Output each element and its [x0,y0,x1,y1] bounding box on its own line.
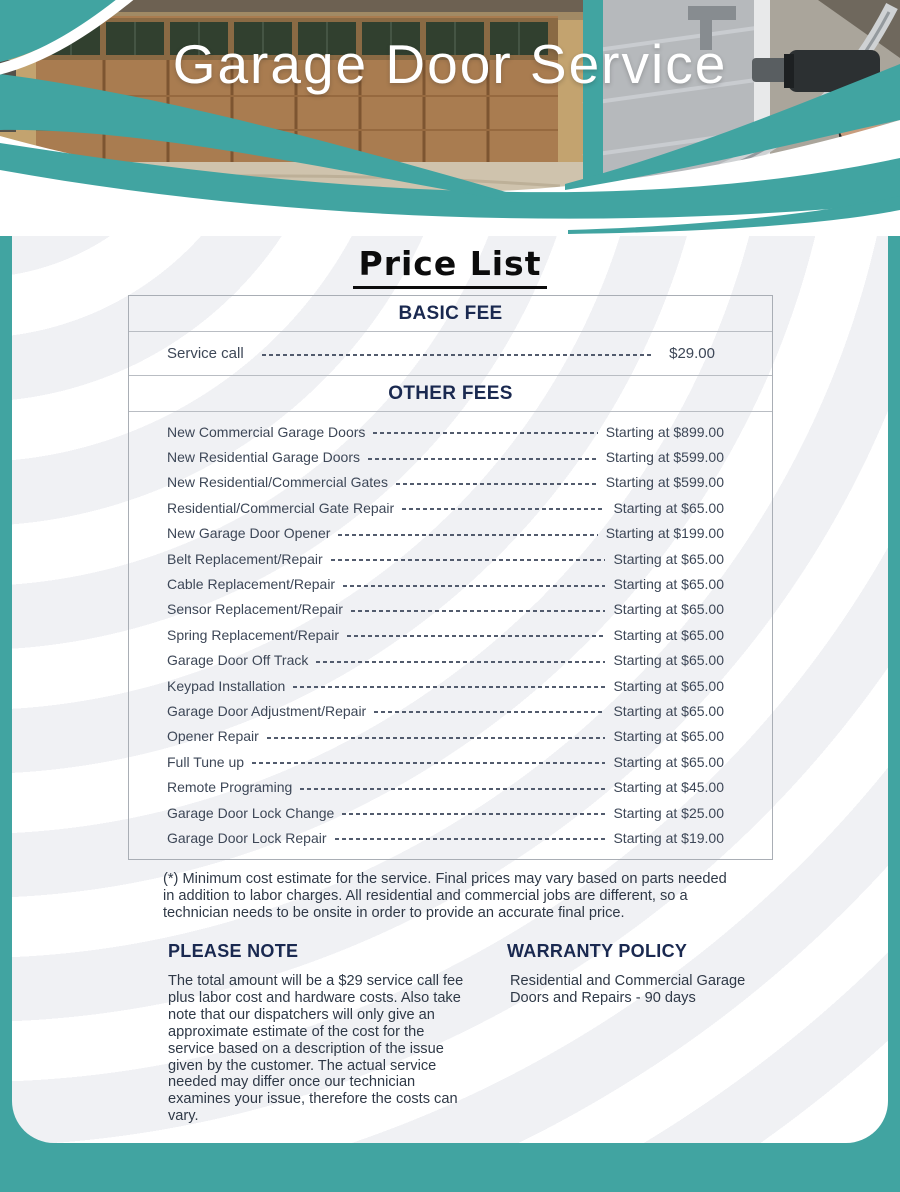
dotted-leader [342,813,605,815]
fee-price: Starting at $65.00 [613,576,724,593]
fee-label: Belt Replacement/Repair [167,550,323,567]
please-note-text: The total amount will be a $29 service call fee plus labor cost and hardware costs. Also take note that our dispatchers will only give an approximate estimate of the cost for the service based on a description of the issue given by the customer. The actual service needed may differ once our technician examines your issue, therefore the costs can vary. [168,973,464,1125]
fee-label: New Residential/Commercial Gates [167,474,388,491]
fee-row-basic [129,332,772,376]
fee-price: Starting at $25.00 [613,804,724,821]
fee-price: Starting at $65.00 [613,499,724,516]
dotted-leader [343,585,605,587]
dotted-leader [351,610,606,612]
fee-row [129,521,772,546]
fee-price: Starting at $199.00 [605,525,724,542]
price-list-box [128,295,773,860]
dotted-leader [300,788,605,790]
dotted-leader [347,635,605,637]
fee-price: Starting at $19.00 [613,829,724,846]
fee-row [129,571,772,596]
dotted-leader [338,534,597,536]
fee-row [129,622,772,647]
dotted-leader [316,661,605,663]
fee-price: Starting at $599.00 [605,449,724,466]
fee-label: Garage Door Off Track [167,652,309,669]
price-list-title-wrap [0,244,900,289]
fee-label: Sensor Replacement/Repair [167,601,343,618]
dotted-leader [331,559,606,561]
fee-label: Cable Replacement/Repair [167,576,336,593]
dotted-leader [252,762,605,764]
dotted-leader [293,686,605,688]
fee-row [129,419,772,444]
dotted-leader [368,458,598,460]
dotted-leader [335,838,606,840]
fee-label: Garage Door Lock Change [167,804,335,821]
fee-label: New Garage Door Opener [167,525,331,542]
dotted-leader [373,432,597,434]
fee-label: New Commercial Garage Doors [167,423,366,440]
fee-row [129,749,772,774]
fee-row [129,774,772,799]
fee-row [129,673,772,698]
fee-price: Starting at $899.00 [605,423,724,440]
fee-price: $29.00 [669,345,715,362]
fee-price: Starting at $599.00 [605,474,724,491]
fee-price: Starting at $65.00 [613,601,724,618]
dotted-leader [267,737,606,739]
fee-label: New Residential Garage Doors [167,449,360,466]
fee-label: Full Tune up [167,753,245,770]
fee-label: Spring Replacement/Repair [167,626,339,643]
fee-row [129,470,772,495]
fee-label: Garage Door Lock Repair [167,829,327,846]
fee-row [129,724,772,749]
fee-label: Service call [167,345,244,362]
price-list-title: Price List [353,244,548,289]
fee-price: Starting at $65.00 [613,753,724,770]
dotted-leader [374,711,605,713]
fee-label: Remote Programing [167,779,293,796]
other-fees-heading: OTHER FEES [129,376,772,412]
other-fees-list [129,412,772,859]
warranty-policy-text: Residential and Commercial Garage Doors and Repairs - 90 days [510,973,746,1006]
fee-label: Garage Door Adjustment/Repair [167,702,367,719]
fee-price: Starting at $45.00 [613,779,724,796]
fee-row [129,444,772,469]
page-title: Garage Door Service [172,33,728,95]
fee-row [129,546,772,571]
fee-row [129,698,772,723]
fee-price: Starting at $65.00 [613,702,724,719]
fee-label: Opener Repair [167,728,259,745]
fee-price: Starting at $65.00 [613,550,724,567]
fee-price: Starting at $65.00 [613,677,724,694]
fee-row [129,800,772,825]
warranty-policy-heading: WARRANTY POLICY [507,941,688,961]
dotted-leader [262,354,651,356]
fee-row [129,597,772,622]
fee-row [129,648,772,673]
fee-row [129,495,772,520]
dotted-leader [402,508,605,510]
basic-fee-heading: BASIC FEE [129,296,772,332]
fee-label: Keypad Installation [167,677,286,694]
fee-price: Starting at $65.00 [613,652,724,669]
fee-label: Residential/Commercial Gate Repair [167,499,395,516]
fee-price: Starting at $65.00 [613,728,724,745]
fee-price: Starting at $65.00 [613,626,724,643]
dotted-leader [396,483,598,485]
please-note-heading: PLEASE NOTE [168,941,299,961]
fee-row [129,825,772,850]
disclaimer-text: (*) Minimum cost estimate for the service. Final prices may vary based on parts needed in addition to labor charges. All residential and commercial jobs are different, so a technician needs to be onsite in order to provide an accurate final price. [163,871,727,922]
